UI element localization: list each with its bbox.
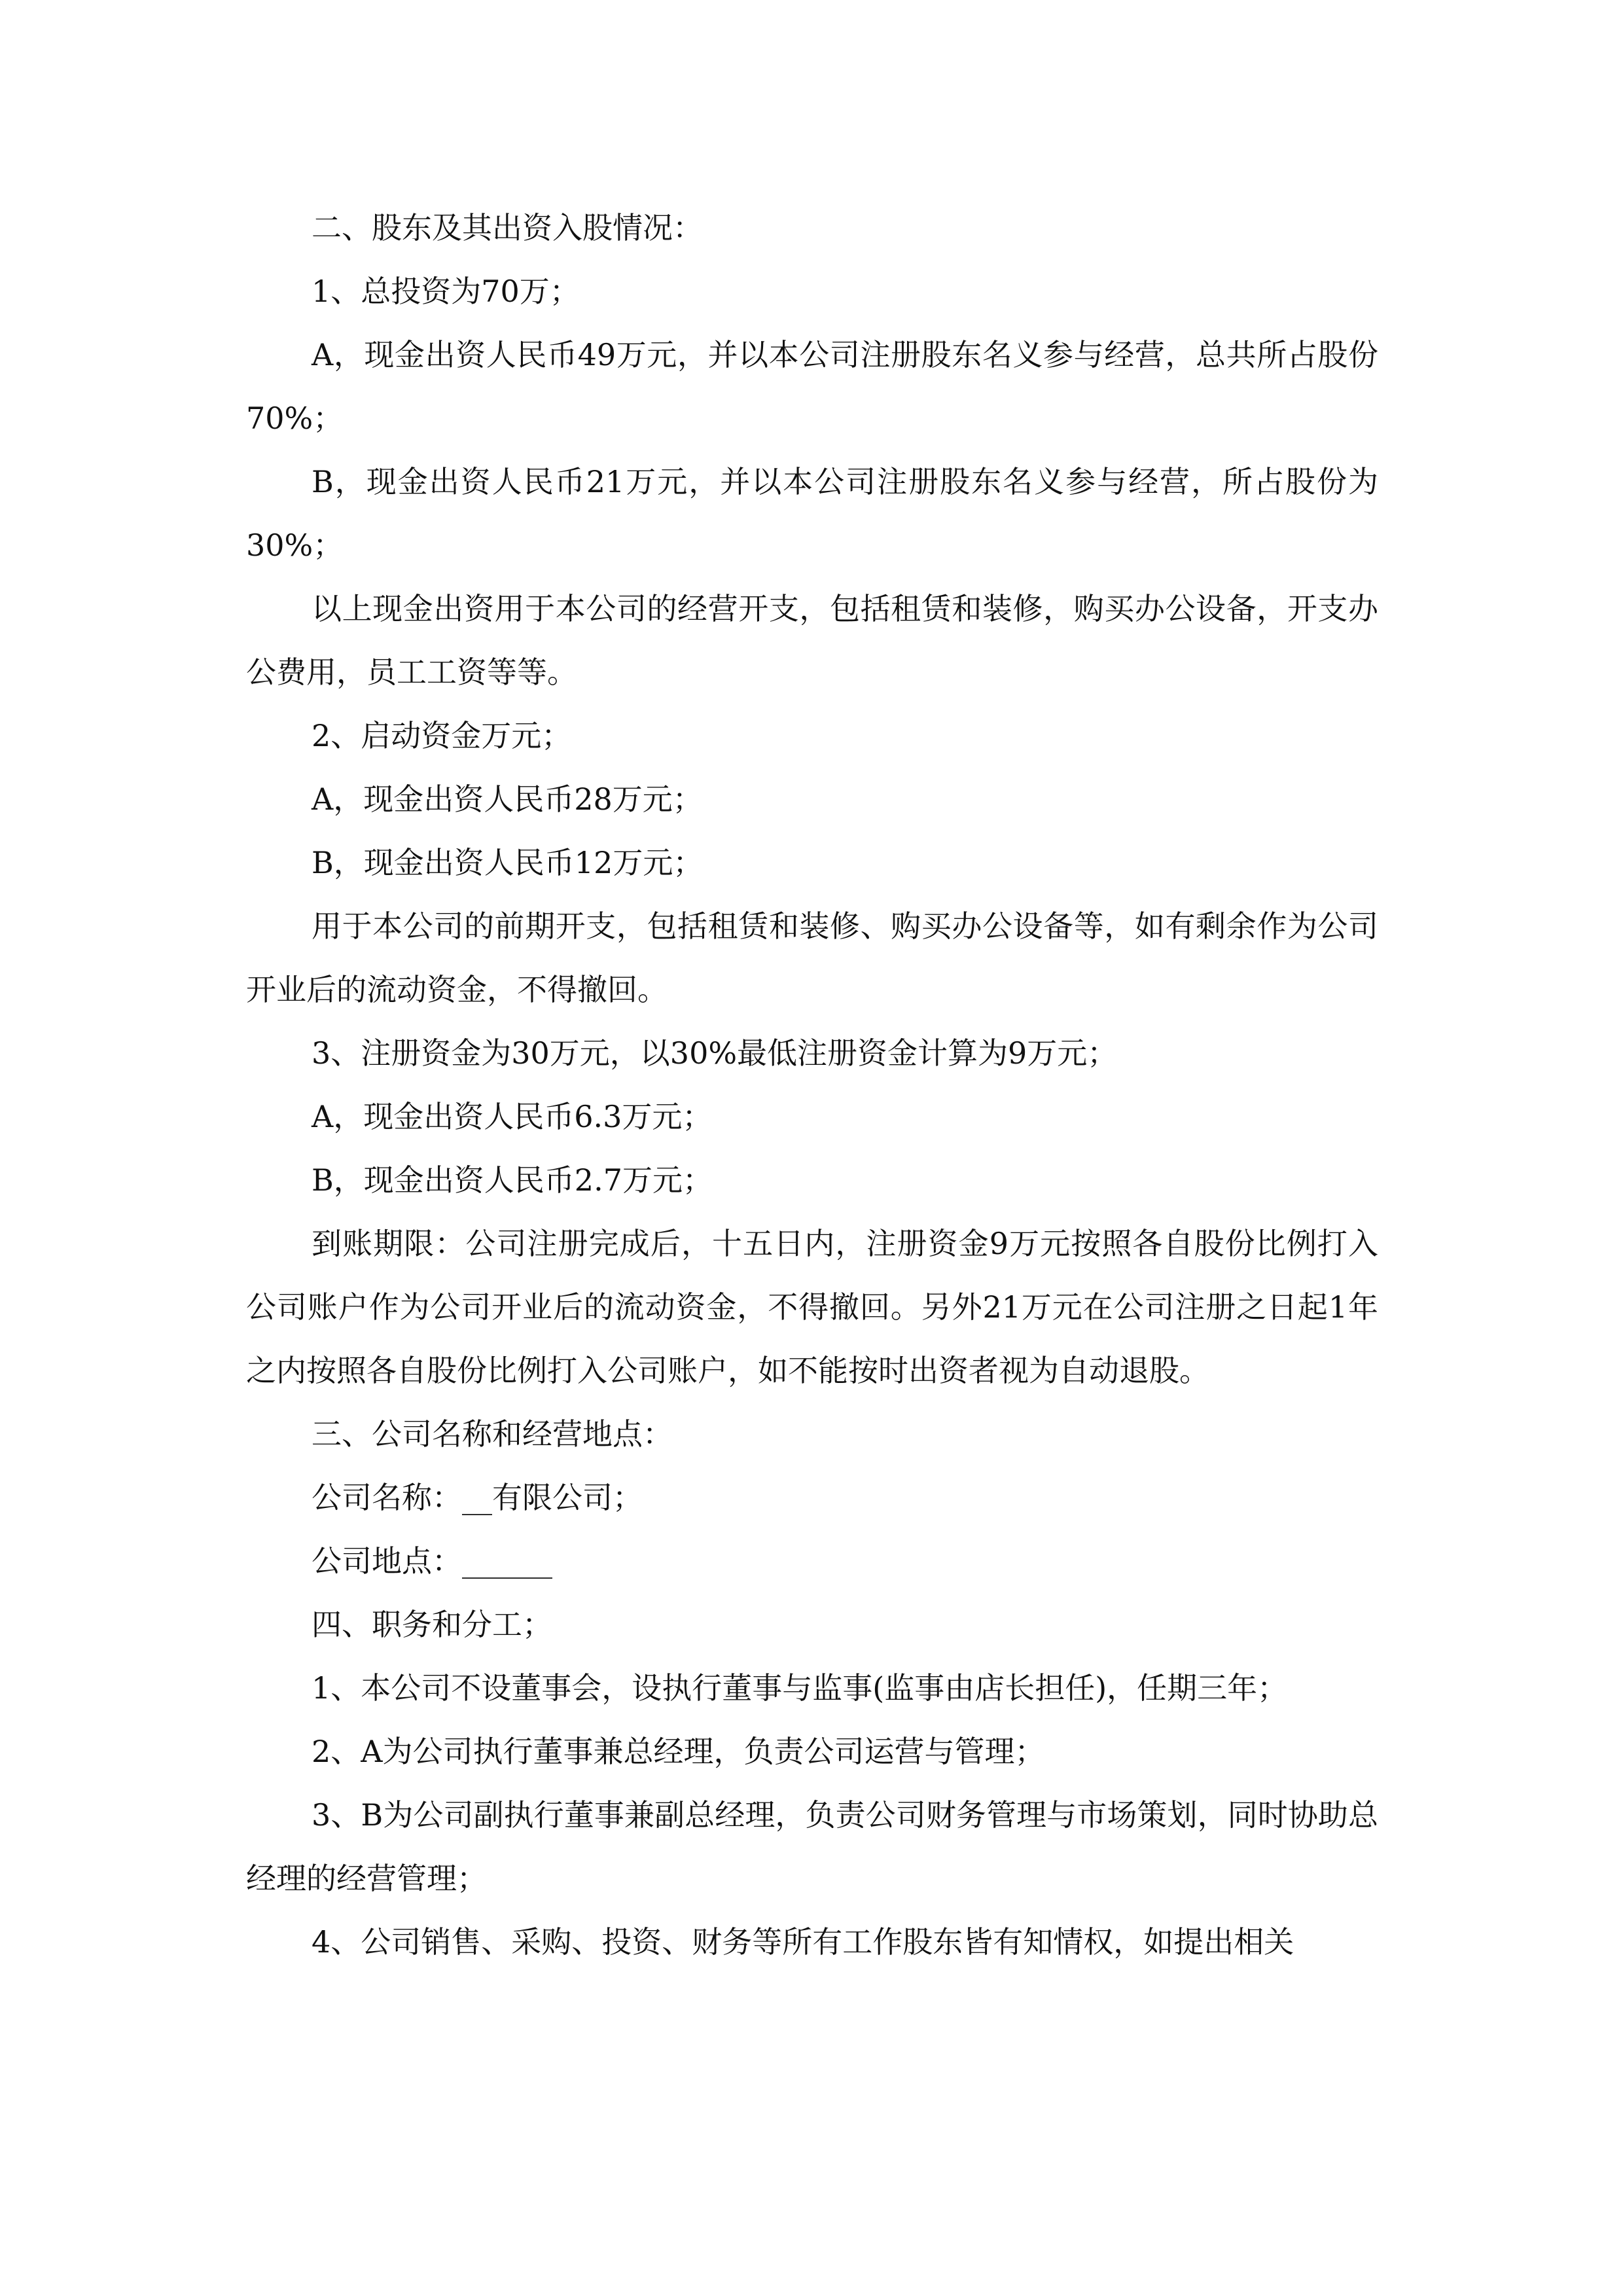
paragraph-duty-1: 1、本公司不设董事会，设执行董事与监事(监事由店长担任)，任期三年； [312, 1670, 1288, 1706]
paragraph-payment-deadline: 到账期限：公司注册完成后，十五日内，注册资金9万元按照各自股份比例打入公司账户作为公司开业后的流动资金，不得撤回。另外21万元在公司注册之日起1年之内按照各自股份比例打入公司账户，如不能按时出资者视为自动退股。 [246, 1226, 1378, 1388]
paragraph-startup-usage: 用于本公司的前期开支，包括租赁和装修、购买办公设备等，如有剩余作为公司开业后的流动资金，不得撤回。 [246, 908, 1378, 1007]
paragraph-shareholder-b-investment: B，现金出资人民币21万元，并以本公司注册股东名义参与经营，所占股份为30%； [246, 464, 1378, 563]
paragraph-shareholder-a-investment: A，现金出资人民币49万元，并以本公司注册股东名义参与经营，总共所占股份70%； [246, 337, 1378, 436]
heading-shareholders: 二、股东及其出资入股情况： [312, 210, 703, 245]
paragraph-company-name: 公司名称：__有限公司； [312, 1480, 643, 1515]
paragraph-startup-a: A，现金出资人民币28万元； [312, 781, 703, 817]
paragraph-startup-capital: 2、启动资金万元； [312, 718, 572, 753]
heading-company-name-location: 三、公司名称和经营地点： [312, 1416, 673, 1452]
paragraph-duty-3: 3、B为公司副执行董事兼副总经理，负责公司财务管理与市场策划，同时协助总经理的经营管理； [246, 1797, 1378, 1896]
paragraph-total-investment: 1、总投资为70万； [312, 274, 580, 309]
paragraph-startup-b: B，现金出资人民币12万元； [312, 845, 704, 880]
paragraph-registered-b: B，现金出资人民币2.7万元； [312, 1162, 713, 1198]
heading-duties: 四、职务和分工； [312, 1607, 552, 1642]
document-page [246, 196, 1378, 1974]
paragraph-registered-a: A，现金出资人民币6.3万元； [312, 1099, 713, 1134]
paragraph-duty-2: 2、A为公司执行董事兼总经理，负责公司运营与管理； [312, 1734, 1045, 1769]
paragraph-investment-usage: 以上现金出资用于本公司的经营开支，包括租赁和装修，购买办公设备，开支办公费用，员工工资等等。 [246, 591, 1378, 690]
paragraph-registered-capital: 3、注册资金为30万元，以30%最低注册资金计算为9万元； [312, 1035, 1118, 1071]
paragraph-company-location: 公司地点：______ [312, 1543, 552, 1579]
paragraph-duty-4: 4、公司销售、采购、投资、财务等所有工作股东皆有知情权，如提出相关 [312, 1924, 1294, 1960]
